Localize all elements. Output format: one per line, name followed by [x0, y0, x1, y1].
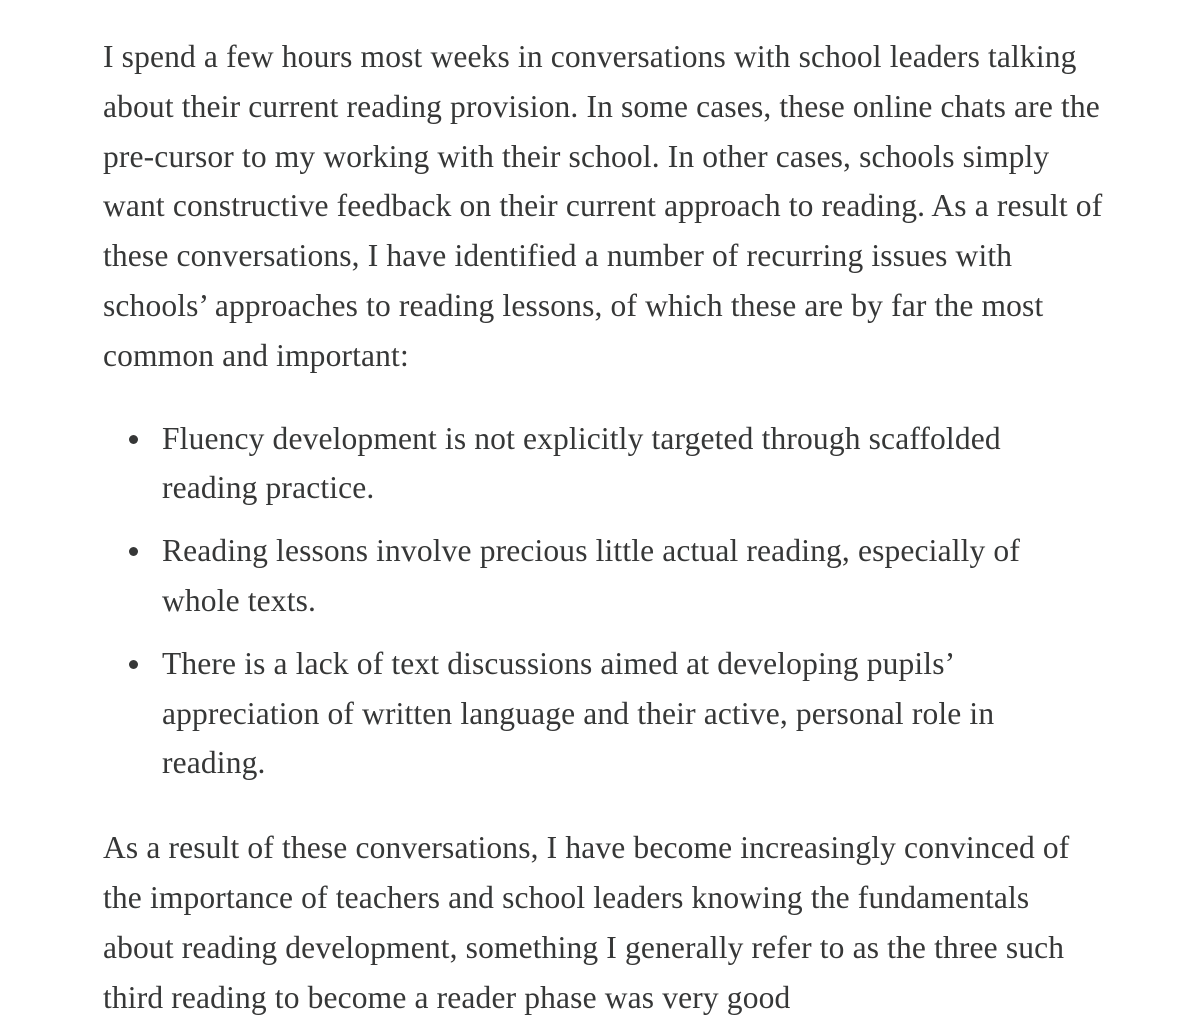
list-item-text: There is a lack of text discussions aimed at developing pupils’ appreciation of written language and their active, personal role in reading. — [162, 645, 995, 781]
conclusion-paragraph: As a result of these conversations, I have become increasingly convinced of the importance of teachers and school leaders knowing the fundamentals about reading development, something I generally refer to as the three such third reading to become a reader phase was very good — [103, 830, 1070, 1015]
list-item — [103, 414, 1103, 514]
list-item — [103, 639, 1103, 788]
bullet-icon — [129, 547, 138, 556]
article-body — [103, 32, 1103, 1022]
list-item-text: Fluency development is not explicitly targeted through scaffolded reading practice. — [162, 420, 1001, 506]
bullet-icon — [129, 660, 138, 669]
bullet-icon — [129, 435, 138, 444]
issues-list — [103, 414, 1103, 789]
list-item-text: Reading lessons involve precious little actual reading, especially of whole texts. — [162, 533, 1020, 618]
intro-paragraph: I spend a few hours most weeks in conversations with school leaders talking about their current reading provision. In some cases, these online chats are the pre-cursor to my working with their school. In other cases, schools simply want constructive feedback on their current approach to reading. As a result of these conversations, I have identified a number of recurring issues with schools’ approaches to reading lessons, of which these are by far the most common and important: — [103, 39, 1103, 373]
list-item — [103, 526, 1103, 626]
